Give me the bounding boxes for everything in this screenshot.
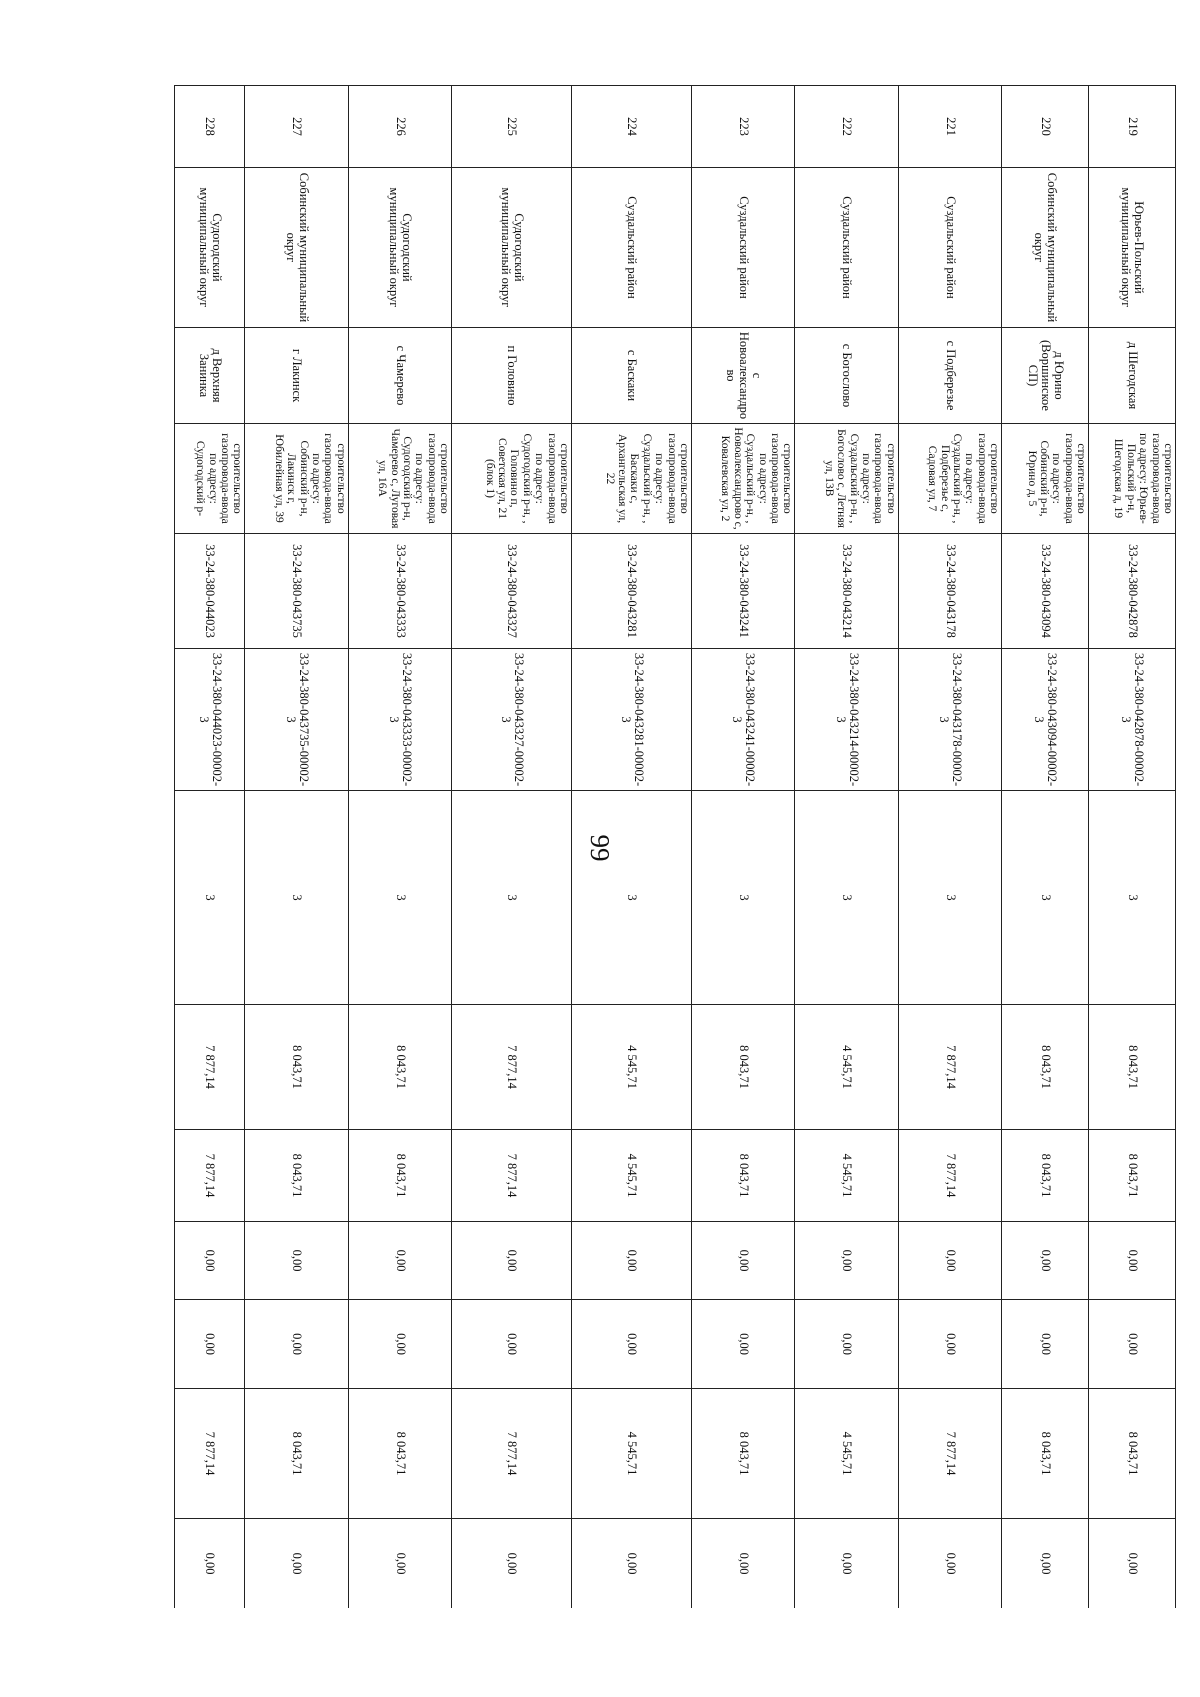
cell-value-6: 0,00 [1002, 1519, 1089, 1609]
cell-value-3: 0,00 [692, 1222, 795, 1300]
cell-object-code: 33-24-380-043281 [572, 534, 692, 649]
cell-row-number: 219 [1089, 86, 1176, 168]
table-row [1002, 86, 1089, 1609]
cell-quantity: 3 [795, 791, 898, 1005]
cell-settlement: д Верхняя Занинка [175, 328, 245, 424]
cell-value-3: 0,00 [348, 1222, 451, 1300]
cell-value-6: 0,00 [692, 1519, 795, 1609]
cell-description: строительство газопровода-ввода по адресу: Суздальский р-н, , Новоалександрово с, Ковалевская ул, 2 [692, 424, 795, 534]
cell-value-1: 8 043,71 [692, 1005, 795, 1130]
cell-row-number: 225 [452, 86, 572, 168]
cell-application-code: 33-24-380-043094-00002-3 [1002, 649, 1089, 791]
cell-quantity: 3 [348, 791, 451, 1005]
cell-value-4: 0,00 [692, 1300, 795, 1389]
cell-value-1: 8 043,71 [1002, 1005, 1089, 1130]
cell-settlement: с Новоалександрово [692, 328, 795, 424]
cell-value-3: 0,00 [572, 1222, 692, 1300]
cell-value-3: 0,00 [898, 1222, 1001, 1300]
cell-settlement: д Шегодская [1089, 328, 1176, 424]
cell-value-2: 7 877,14 [175, 1130, 245, 1222]
cell-district: Суздальский район [572, 168, 692, 328]
table-row [898, 86, 1001, 1609]
cell-application-code: 33-24-380-042878-00002-3 [1089, 649, 1176, 791]
cell-row-number: 227 [245, 86, 348, 168]
cell-description: строительство газопровода-ввода по адресу: Суздальский р-н, , Богослово с, Летняя ул, 13В [795, 424, 898, 534]
cell-row-number: 228 [175, 86, 245, 168]
cell-value-3: 0,00 [175, 1222, 245, 1300]
cell-district: Судогодский муниципальный округ [348, 168, 451, 328]
cell-settlement: с Богослово [795, 328, 898, 424]
table-row [795, 86, 898, 1609]
cell-value-6: 0,00 [1089, 1519, 1176, 1609]
cell-value-5: 4 545,71 [572, 1389, 692, 1519]
cell-value-5: 7 877,14 [898, 1389, 1001, 1519]
cell-value-5: 7 877,14 [175, 1389, 245, 1519]
cell-value-4: 0,00 [452, 1300, 572, 1389]
cell-value-6: 0,00 [572, 1519, 692, 1609]
cell-value-1: 4 545,71 [795, 1005, 898, 1130]
cell-description: строительство газопровода-ввода по адресу: Суздальский р-н, , Баскаки с, Архангельская ул, 22 [572, 424, 692, 534]
cell-application-code: 33-24-380-043281-00002-3 [572, 649, 692, 791]
cell-row-number: 222 [795, 86, 898, 168]
cell-district: Юрьев-Польский муниципальный округ [1089, 168, 1176, 328]
cell-value-5: 8 043,71 [1002, 1389, 1089, 1519]
cell-value-4: 0,00 [572, 1300, 692, 1389]
cell-description: строительство газопровода-ввода по адресу: Судогодский р-н, Чамерево с, Луговая ул, 16А [348, 424, 451, 534]
table-row [452, 86, 572, 1609]
cell-object-code: 33-24-380-043327 [452, 534, 572, 649]
cell-value-3: 0,00 [245, 1222, 348, 1300]
cell-quantity: 3 [175, 791, 245, 1005]
cell-application-code: 33-24-380-043241-00002-3 [692, 649, 795, 791]
cell-value-3: 0,00 [1089, 1222, 1176, 1300]
cell-description: строительство газопровода-ввода по адресу: Собинский р-н, Лакинск г, Юбилейная ул, 39 [245, 424, 348, 534]
cell-object-code: 33-24-380-043214 [795, 534, 898, 649]
cell-value-4: 0,00 [795, 1300, 898, 1389]
cell-quantity: 3 [898, 791, 1001, 1005]
cell-value-6: 0,00 [175, 1519, 245, 1609]
cell-value-1: 7 877,14 [452, 1005, 572, 1130]
table-row [572, 86, 692, 1609]
cell-object-code: 33-24-380-043241 [692, 534, 795, 649]
cell-quantity: 3 [245, 791, 348, 1005]
cell-settlement: с Баскаки [572, 328, 692, 424]
cell-value-1: 7 877,14 [898, 1005, 1001, 1130]
cell-object-code: 33-24-380-043735 [245, 534, 348, 649]
cell-value-6: 0,00 [348, 1519, 451, 1609]
cell-district: Судогодский муниципальный округ [452, 168, 572, 328]
cell-value-6: 0,00 [452, 1519, 572, 1609]
cell-value-3: 0,00 [795, 1222, 898, 1300]
cell-value-2: 7 877,14 [452, 1130, 572, 1222]
cell-value-3: 0,00 [452, 1222, 572, 1300]
cell-value-5: 8 043,71 [348, 1389, 451, 1519]
cell-settlement: п Головино [452, 328, 572, 424]
cell-value-4: 0,00 [175, 1300, 245, 1389]
cell-value-4: 0,00 [245, 1300, 348, 1389]
cell-value-1: 8 043,71 [245, 1005, 348, 1130]
cell-value-5: 8 043,71 [1089, 1389, 1176, 1519]
cell-district: Собинский муниципальный округ [1002, 168, 1089, 328]
cell-row-number: 224 [572, 86, 692, 168]
cell-value-6: 0,00 [245, 1519, 348, 1609]
cell-value-4: 0,00 [898, 1300, 1001, 1389]
cell-value-4: 0,00 [348, 1300, 451, 1389]
cell-value-2: 4 545,71 [572, 1130, 692, 1222]
cell-settlement: с Чамерево [348, 328, 451, 424]
table-row [175, 86, 245, 1609]
cell-description: строительство газопровода-ввода по адресу: Судогодский р- [175, 424, 245, 534]
cell-district: Суздальский район [898, 168, 1001, 328]
cell-value-4: 0,00 [1002, 1300, 1089, 1389]
cell-quantity: 3 [1089, 791, 1176, 1005]
cell-value-5: 8 043,71 [245, 1389, 348, 1519]
cell-application-code: 33-24-380-043735-00002-3 [245, 649, 348, 791]
cell-value-6: 0,00 [795, 1519, 898, 1609]
table-row [348, 86, 451, 1609]
table-row [245, 86, 348, 1609]
table-row [1089, 86, 1176, 1609]
cell-quantity: 3 [692, 791, 795, 1005]
rotated-table-area [174, 85, 1176, 1608]
cell-value-1: 7 877,14 [175, 1005, 245, 1130]
cell-value-2: 7 877,14 [898, 1130, 1001, 1222]
cell-district: Суздальский район [795, 168, 898, 328]
cell-value-3: 0,00 [1002, 1222, 1089, 1300]
cell-description: строительство газопровода-ввода по адресу: Судогодский р-н, , Головино п, Советская ул, 21 (блок 1) [452, 424, 572, 534]
cell-application-code: 33-24-380-043327-00002-3 [452, 649, 572, 791]
cell-value-5: 8 043,71 [692, 1389, 795, 1519]
cell-district: Суздальский район [692, 168, 795, 328]
page-number: 99 [585, 834, 616, 862]
cell-value-2: 8 043,71 [348, 1130, 451, 1222]
table-row [692, 86, 795, 1609]
cell-application-code: 33-24-380-043333-00002-3 [348, 649, 451, 791]
cell-description: строительство газопровода-ввода по адресу: Юрьев-Польский р-н, Шегодская д, 19 [1089, 424, 1176, 534]
cell-value-2: 8 043,71 [1089, 1130, 1176, 1222]
cell-value-2: 8 043,71 [692, 1130, 795, 1222]
cell-value-5: 4 545,71 [795, 1389, 898, 1519]
cell-row-number: 226 [348, 86, 451, 168]
cell-object-code: 33-24-380-043333 [348, 534, 451, 649]
cell-description: строительство газопровода-ввода по адресу: Собинский р-н, Юрино д, 5 [1002, 424, 1089, 534]
cell-object-code: 33-24-380-043094 [1002, 534, 1089, 649]
cell-value-1: 4 545,71 [572, 1005, 692, 1130]
cell-district: Собинский муниципальный округ [245, 168, 348, 328]
cell-value-2: 4 545,71 [795, 1130, 898, 1222]
cell-value-1: 8 043,71 [348, 1005, 451, 1130]
cell-application-code: 33-24-380-044023-00002-3 [175, 649, 245, 791]
cell-value-1: 8 043,71 [1089, 1005, 1176, 1130]
cell-row-number: 221 [898, 86, 1001, 168]
cell-quantity: 3 [1002, 791, 1089, 1005]
cell-row-number: 223 [692, 86, 795, 168]
cell-value-2: 8 043,71 [245, 1130, 348, 1222]
data-table [174, 85, 1176, 1608]
cell-settlement: д Юрино (Воршинское СП) [1002, 328, 1089, 424]
cell-description: строительство газопровода-ввода по адресу: Суздальский р-н, , Подберезье с, Садовая ул, 7 [898, 424, 1001, 534]
cell-application-code: 33-24-380-043178-00002-3 [898, 649, 1001, 791]
cell-value-5: 7 877,14 [452, 1389, 572, 1519]
cell-quantity: 3 [572, 791, 692, 1005]
cell-value-2: 8 043,71 [1002, 1130, 1089, 1222]
cell-settlement: с Подберезье [898, 328, 1001, 424]
cell-object-code: 33-24-380-042878 [1089, 534, 1176, 649]
cell-application-code: 33-24-380-043214-00002-3 [795, 649, 898, 791]
rotated-table-container [174, 85, 1176, 1608]
cell-quantity: 3 [452, 791, 572, 1005]
cell-settlement: г Лакинск [245, 328, 348, 424]
cell-object-code: 33-24-380-044023 [175, 534, 245, 649]
cell-district: Судогодский муниципальный округ [175, 168, 245, 328]
cell-value-6: 0,00 [898, 1519, 1001, 1609]
cell-row-number: 220 [1002, 86, 1089, 168]
cell-object-code: 33-24-380-043178 [898, 534, 1001, 649]
cell-value-4: 0,00 [1089, 1300, 1176, 1389]
